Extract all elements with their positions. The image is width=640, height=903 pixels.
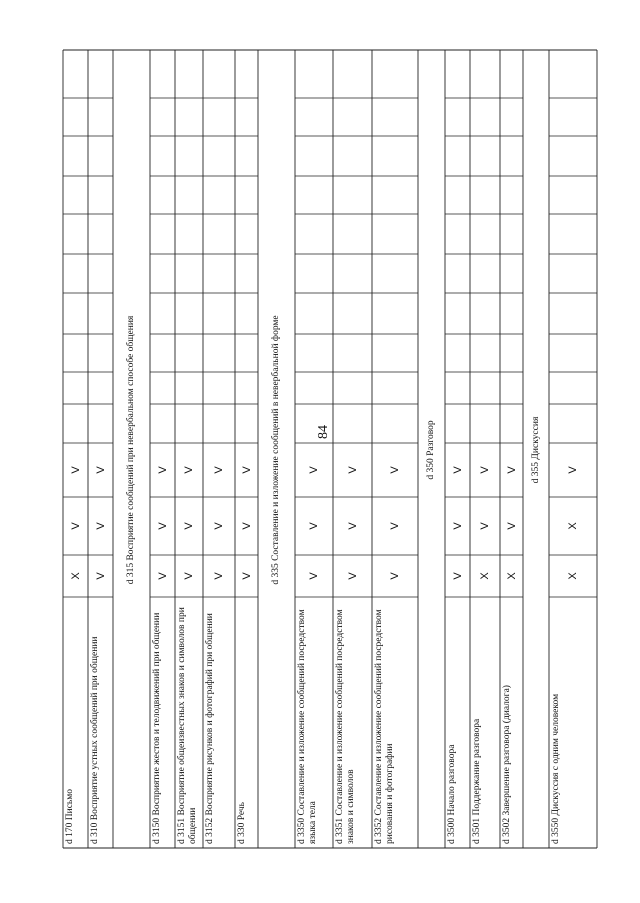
mark-cell: X: [69, 572, 82, 580]
mark-cell: V: [69, 466, 82, 474]
mark-cell: V: [479, 466, 491, 474]
row-label: d 3151 Восприятие общеизвестных знаков и символов при общении: [177, 607, 198, 844]
row-label: d 355 Дискуссия: [530, 416, 541, 484]
row-label: d 335 Составление и изложение сообщений в невербальной форме: [271, 315, 281, 585]
mark-cell: V: [346, 572, 359, 580]
mark-cell: V: [308, 466, 320, 474]
mark-cell: V: [389, 572, 401, 580]
mark-cell: V: [183, 572, 195, 580]
mark-cell: V: [94, 522, 107, 530]
row-label: d 3350 Составление и изложение сообщений посредством языка тела: [297, 609, 318, 844]
mark-cell: V: [451, 522, 464, 530]
row-label: d 350 Разговор: [426, 420, 436, 480]
mark-cell: V: [183, 522, 195, 530]
mark-cell: X: [567, 572, 579, 580]
mark-cell: V: [69, 522, 82, 530]
mark-cell: X: [567, 522, 579, 530]
row-label: d 3501 Поддержание разговора: [472, 718, 482, 844]
mark-cell: V: [240, 466, 253, 474]
mark-cell: V: [94, 466, 107, 474]
mark-cell: V: [346, 466, 359, 474]
mark-cell: V: [389, 522, 401, 530]
mark-cell: V: [94, 572, 107, 580]
mark-cell: V: [308, 572, 320, 580]
mark-cell: V: [183, 466, 195, 474]
mark-cell: V: [451, 466, 464, 474]
row-label: d 330 Речь: [237, 802, 247, 844]
mark-cell: V: [156, 522, 169, 530]
mark-cell: V: [479, 522, 491, 530]
row-label: d 315 Восприятие сообщений при невербальном способе общения: [126, 315, 136, 585]
row-label: d 3351 Составление и изложение сообщений посредством знаков и символов: [335, 609, 356, 844]
mark-cell: V: [240, 522, 253, 530]
row-label: d 3500 Начало разговора: [447, 744, 457, 844]
mark-cell: V: [240, 572, 253, 580]
mark-cell: V: [451, 572, 464, 580]
mark-cell: X: [505, 572, 518, 580]
row-label: d 3150 Восприятие жестов и телодвижений при общении: [152, 612, 162, 844]
row-label: d 170 Письмо: [65, 788, 75, 844]
mark-cell: V: [346, 522, 359, 530]
mark-cell: V: [213, 466, 225, 474]
row-label: d 3502 Завершение разговора (диалога): [502, 685, 512, 844]
row-label: d 310 Восприятие устных сообщений при общении: [90, 636, 100, 844]
mark-cell: V: [213, 572, 225, 580]
row-label: d 3352 Составление и изложение сообщений посредством рисования и фотографии: [374, 609, 395, 844]
mark-cell: V: [389, 466, 401, 474]
mark-cell: V: [156, 572, 169, 580]
mark-cell: V: [156, 466, 169, 474]
mark-cell: X: [479, 572, 491, 580]
row-label: d 3152 Восприятие рисунков и фотографий при общении: [205, 613, 215, 844]
row-label: d 3550 Дискуссия с одним человеком: [551, 693, 561, 844]
page-number: 84: [316, 425, 331, 439]
mark-cell: V: [567, 466, 579, 474]
mark-cell: V: [308, 522, 320, 530]
mark-cell: V: [505, 522, 518, 530]
mark-cell: V: [505, 466, 518, 474]
mark-cell: V: [213, 522, 225, 530]
